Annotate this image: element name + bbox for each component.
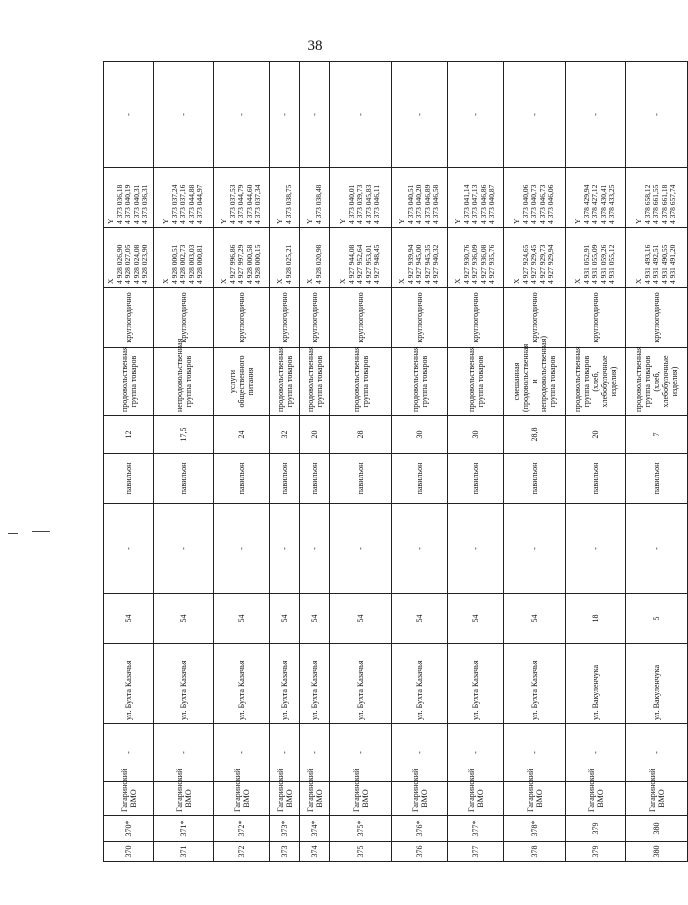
cell-district: Гагаринский ВМО (104, 782, 154, 816)
cell-place-number: 379 (566, 816, 626, 842)
cell-coord-x: X 4 927 944,08 4 927 952,64 4 927 953,01 4 927 948,45 (330, 228, 392, 288)
registry-table (103, 61, 688, 862)
cell-period: круглогодично (448, 288, 504, 348)
cell-street: ул. Бухта Казачья (300, 644, 330, 724)
cell-empty: - (270, 504, 300, 594)
cell-street: ул. Бухта Казачья (270, 644, 300, 724)
cell-district: Гагаринский ВМО (504, 782, 566, 816)
cell-empty: - (566, 724, 626, 782)
cell-empty: - (566, 504, 626, 594)
cell-coord-y: Y 4 378 429,94 4 378 427,12 4 378 430,41 4 378 433,25 (566, 168, 626, 228)
cell-object-type: павильон (626, 454, 688, 504)
cell-place-number: 376* (392, 816, 448, 842)
cell-object-type: павильон (448, 454, 504, 504)
cell-period: круглогодично (504, 288, 566, 348)
cell-coord-y: Y 4 373 038,75 (270, 168, 300, 228)
cell-empty: - (626, 724, 688, 782)
cell-house: 54 (270, 594, 300, 644)
cell-place-number: 377* (448, 816, 504, 842)
cell-empty: - (154, 504, 214, 594)
cell-empty: - (154, 62, 214, 168)
cell-district: Гагаринский ВМО (300, 782, 330, 816)
cell-empty: - (330, 62, 392, 168)
cell-row-number: 376 (392, 842, 448, 862)
cell-district: Гагаринский ВМО (448, 782, 504, 816)
cell-specialization: продовольственная группа товаров (300, 348, 330, 416)
cell-empty: - (626, 504, 688, 594)
cell-empty: - (504, 62, 566, 168)
cell-object-type: павильон (104, 454, 154, 504)
cell-district: Гагаринский ВМО (214, 782, 270, 816)
cell-row-number: 378 (504, 842, 566, 862)
cell-specialization: продовольственная группа товаров (хлеб, хлебобулочные изделия) (566, 348, 626, 416)
table-row (448, 62, 504, 862)
cell-street: ул. Бухта Казачья (504, 644, 566, 724)
cell-empty: - (448, 62, 504, 168)
cell-object-type: павильон (566, 454, 626, 504)
cell-empty: - (504, 504, 566, 594)
cell-row-number: 372 (214, 842, 270, 862)
table-row (504, 62, 566, 862)
cell-place-number: 375* (330, 816, 392, 842)
cell-district: Гагаринский ВМО (154, 782, 214, 816)
cell-empty: - (214, 504, 270, 594)
cell-area: 20 (300, 416, 330, 454)
cell-object-type: павильон (154, 454, 214, 504)
cell-period: круглогодично (154, 288, 214, 348)
table-row (300, 62, 330, 862)
cell-empty: - (566, 62, 626, 168)
margin-mark (32, 531, 50, 532)
cell-period: круглогодично (300, 288, 330, 348)
cell-empty: - (448, 724, 504, 782)
cell-specialization: смешанная (продовольственная и непродовольственная) группа товаров (504, 348, 566, 416)
cell-period: круглогодично (626, 288, 688, 348)
cell-house: 54 (154, 594, 214, 644)
cell-specialization: продовольственная группа товаров (448, 348, 504, 416)
cell-area: 28 (330, 416, 392, 454)
cell-period: круглогодично (330, 288, 392, 348)
cell-district: Гагаринский ВМО (566, 782, 626, 816)
cell-empty: - (300, 504, 330, 594)
cell-empty: - (330, 724, 392, 782)
cell-coord-y: Y 4 373 040,51 4 373 040,20 4 373 046,89 4 373 046,58 (392, 168, 448, 228)
cell-empty: - (104, 504, 154, 594)
cell-empty: - (504, 724, 566, 782)
cell-place-number: 380 (626, 816, 688, 842)
cell-coord-y: Y 4 373 041,14 4 373 047,13 4 373 046,86 4 373 040,87 (448, 168, 504, 228)
table-row (330, 62, 392, 862)
cell-house: 54 (504, 594, 566, 644)
cell-object-type: павильон (504, 454, 566, 504)
cell-area: 20 (566, 416, 626, 454)
cell-street: ул. Бухта Казачья (154, 644, 214, 724)
table-row (214, 62, 270, 862)
table-row (104, 62, 154, 862)
cell-row-number: 374 (300, 842, 330, 862)
cell-area: 7 (626, 416, 688, 454)
cell-place-number: 373* (270, 816, 300, 842)
table-body (104, 62, 688, 862)
cell-coord-x: X 4 927 996,86 4 927 997,29 4 928 000,58 4 928 000,15 (214, 228, 270, 288)
cell-district: Гагаринский ВМО (626, 782, 688, 816)
cell-house: 18 (566, 594, 626, 644)
cell-street: ул. Бухта Казачья (330, 644, 392, 724)
cell-object-type: павильон (330, 454, 392, 504)
cell-place-number: 378* (504, 816, 566, 842)
cell-object-type: павильон (214, 454, 270, 504)
cell-house: 54 (214, 594, 270, 644)
cell-coord-y: Y 4 373 037,53 4 373 044,79 4 373 044,60 4 373 037,34 (214, 168, 270, 228)
cell-area: 17,5 (154, 416, 214, 454)
cell-coord-y: Y 4 373 037,24 4 373 037,16 4 373 044,88 4 373 044,97 (154, 168, 214, 228)
cell-empty: - (214, 724, 270, 782)
cell-empty: - (104, 724, 154, 782)
cell-street: ул. Бухта Казачья (104, 644, 154, 724)
cell-place-number: 371* (154, 816, 214, 842)
cell-street: ул. Вакуленчука (566, 644, 626, 724)
cell-empty: - (392, 62, 448, 168)
cell-row-number: 377 (448, 842, 504, 862)
cell-row-number: 380 (626, 842, 688, 862)
cell-specialization: услуги общественного питания (214, 348, 270, 416)
cell-coord-x: X 4 931 052,91 4 931 055,09 4 931 059,26 4 931 055,12 (566, 228, 626, 288)
table-row (392, 62, 448, 862)
cell-house: 54 (448, 594, 504, 644)
cell-empty: - (270, 724, 300, 782)
cell-coord-x: X 4 928 025,21 (270, 228, 300, 288)
cell-specialization: продовольственная группа товаров (104, 348, 154, 416)
margin-mark (8, 533, 18, 534)
cell-house: 5 (626, 594, 688, 644)
cell-area: 28,8 (504, 416, 566, 454)
cell-district: Гагаринский ВМО (392, 782, 448, 816)
cell-district: Гагаринский ВМО (270, 782, 300, 816)
cell-area: 30 (392, 416, 448, 454)
cell-area: 24 (214, 416, 270, 454)
cell-period: круглогодично (392, 288, 448, 348)
cell-specialization: продовольственная группа товаров (270, 348, 300, 416)
page-number: 38 (307, 38, 323, 54)
cell-row-number: 379 (566, 842, 626, 862)
cell-coord-x: X 4 928 000,51 4 928 002,73 4 928 003,03 4 928 000,81 (154, 228, 214, 288)
cell-place-number: 374* (300, 816, 330, 842)
cell-coord-y: Y 4 378 658,12 4 378 661,55 4 378 661,18 4 378 657,74 (626, 168, 688, 228)
cell-coord-y: Y 4 373 036,18 4 373 040,19 4 373 040,31 4 373 036,31 (104, 168, 154, 228)
cell-row-number: 373 (270, 842, 300, 862)
cell-empty: - (626, 62, 688, 168)
cell-coord-x: X 4 927 924,65 4 927 929,45 4 927 929,73 4 927 929,94 (504, 228, 566, 288)
cell-coord-x: X 4 928 026,90 4 928 027,05 4 928 024,08 4 928 023,90 (104, 228, 154, 288)
cell-empty: - (392, 724, 448, 782)
cell-area: 32 (270, 416, 300, 454)
cell-street: ул. Бухта Казачья (392, 644, 448, 724)
cell-empty: - (392, 504, 448, 594)
cell-row-number: 370 (104, 842, 154, 862)
cell-empty: - (448, 504, 504, 594)
cell-specialization: продовольственная группа товаров (хлеб, хлебобулочные изделия) (626, 348, 688, 416)
cell-area: 12 (104, 416, 154, 454)
table-row (566, 62, 626, 862)
cell-place-number: 370* (104, 816, 154, 842)
cell-specialization: продовольственная группа товаров (330, 348, 392, 416)
cell-row-number: 375 (330, 842, 392, 862)
table-row (270, 62, 300, 862)
cell-empty: - (330, 504, 392, 594)
cell-district: Гагаринский ВМО (330, 782, 392, 816)
cell-object-type: павильон (392, 454, 448, 504)
cell-area: 30 (448, 416, 504, 454)
cell-period: круглогодично (270, 288, 300, 348)
cell-coord-x: X 4 927 930,76 4 927 936,09 4 927 936,08 4 927 935,76 (448, 228, 504, 288)
cell-period: круглогодично (104, 288, 154, 348)
registry-table-wrapper (103, 62, 679, 862)
table-row (154, 62, 214, 862)
cell-street: ул. Бухта Казачья (448, 644, 504, 724)
cell-house: 54 (104, 594, 154, 644)
cell-house: 54 (330, 594, 392, 644)
cell-specialization: непродовольственная группа товаров (154, 348, 214, 416)
cell-specialization: продовольственная группа товаров (392, 348, 448, 416)
cell-period: круглогодично (566, 288, 626, 348)
cell-house: 54 (392, 594, 448, 644)
cell-empty: - (214, 62, 270, 168)
cell-coord-y: Y 4 373 038,48 (300, 168, 330, 228)
cell-empty: - (300, 724, 330, 782)
table-row (626, 62, 688, 862)
cell-coord-x: X 4 927 939,94 4 927 945,00 4 927 945,35 4 927 940,32 (392, 228, 448, 288)
cell-empty: - (154, 724, 214, 782)
cell-house: 54 (300, 594, 330, 644)
cell-object-type: павильон (270, 454, 300, 504)
cell-coord-x: X 4 931 493,16 4 931 492,51 4 931 490,55 4 931 491,20 (626, 228, 688, 288)
cell-coord-y: Y 4 373 040,06 4 373 040,73 4 373 046,73 4 373 046,06 (504, 168, 566, 228)
cell-empty: - (104, 62, 154, 168)
cell-coord-x: X 4 928 020,98 (300, 228, 330, 288)
cell-period: круглогодично (214, 288, 270, 348)
cell-empty: - (300, 62, 330, 168)
cell-object-type: павильон (300, 454, 330, 504)
cell-empty: - (270, 62, 300, 168)
cell-street: ул. Бухта Казачья (214, 644, 270, 724)
cell-street: ул. Вакуленчука (626, 644, 688, 724)
cell-place-number: 372* (214, 816, 270, 842)
cell-coord-y: Y 4 373 040,01 4 373 039,73 4 373 045,83 4 373 046,11 (330, 168, 392, 228)
cell-row-number: 371 (154, 842, 214, 862)
